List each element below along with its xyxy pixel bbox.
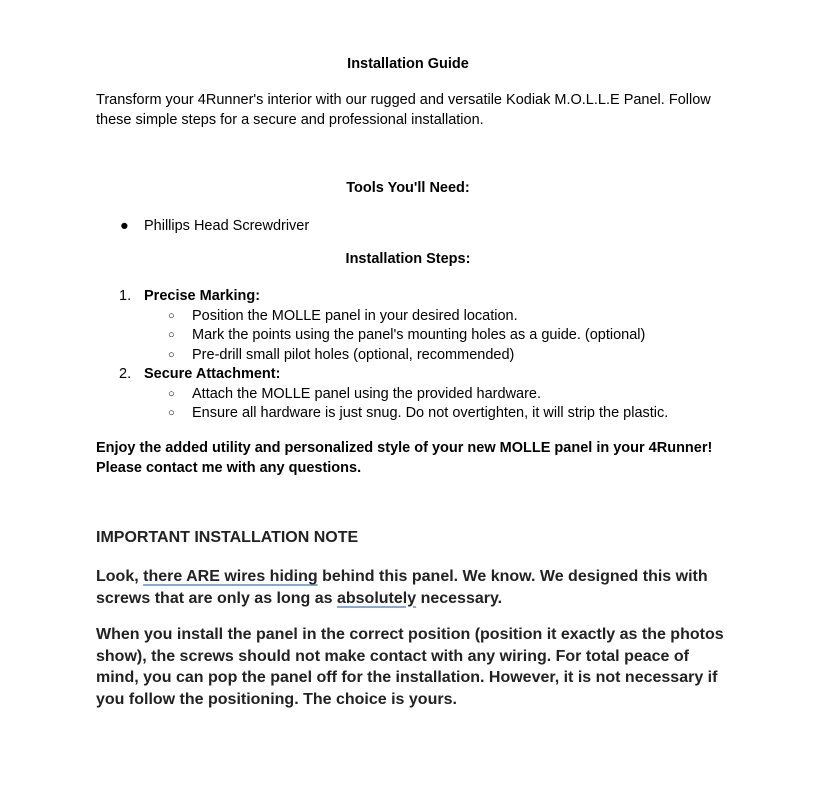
list-item <box>96 346 668 366</box>
note-heading: IMPORTANT INSTALLATION NOTE <box>96 529 359 546</box>
sub-step-text: Attach the MOLLE panel using the provided hardware. <box>192 385 542 402</box>
steps-heading: Installation Steps: <box>345 251 471 267</box>
bullet-icon: ● <box>120 218 129 234</box>
spellcheck-underline: absolutely <box>336 589 417 607</box>
step-number: 1. <box>119 288 132 304</box>
note-paragraph-2: When you install the panel in the correct position (position it exactly as the photos show), the screws should not make contact with any wiring. For total peace of mind, you can pop the panel off for the installation. However, it is not necessary if you follow the positioning. The choice is yours. <box>96 626 724 708</box>
circle-bullet-icon: ○ <box>168 387 175 400</box>
step-item <box>96 287 668 365</box>
intro-paragraph: Transform your 4Runner's interior with our rugged and versatile Kodiak M.O.L.L.E Panel. Follow these simple steps for a secure and professional installation. <box>96 92 711 128</box>
list-item <box>96 404 668 424</box>
step-title: Precise Marking: <box>144 288 261 304</box>
step-title: Secure Attachment: <box>144 366 281 382</box>
sub-step-text: Position the MOLLE panel in your desired location. <box>192 307 518 324</box>
spellcheck-underline: there ARE wires hiding <box>143 568 318 585</box>
steps-list <box>96 287 668 424</box>
sub-step-text: Mark the points using the panel's mounting holes as a guide. (optional) <box>192 327 646 343</box>
circle-bullet-icon: ○ <box>168 329 175 341</box>
closing-paragraph: Enjoy the added utility and personalized style of your new MOLLE panel in your 4Runner! Please contact me with any questions. <box>96 440 713 476</box>
page-title: Installation Guide <box>347 56 469 72</box>
note-paragraph-1 <box>96 566 736 609</box>
circle-bullet-icon: ○ <box>168 407 175 419</box>
note-text: behind this panel. We know. We designed this with screws that are only as long as <box>96 568 708 607</box>
sub-step-text: Ensure all hardware is just snug. Do not overtighten, it will strip the plastic. <box>192 405 669 421</box>
list-item <box>96 307 668 327</box>
sub-list <box>96 385 668 424</box>
list-item <box>96 385 668 405</box>
list-item <box>96 326 668 346</box>
note-text: necessary. <box>416 589 503 607</box>
step-number: 2. <box>119 366 132 382</box>
tools-list <box>96 216 309 236</box>
tools-heading: Tools You'll Need: <box>346 180 470 196</box>
sub-step-text: Pre-drill small pilot holes (optional, recommended) <box>192 346 515 363</box>
note-text: Look, <box>96 568 144 585</box>
step-item <box>96 365 668 424</box>
circle-bullet-icon: ○ <box>168 348 175 361</box>
list-item <box>96 216 309 236</box>
tool-label: Phillips Head Screwdriver <box>144 218 310 234</box>
circle-bullet-icon: ○ <box>168 309 175 322</box>
sub-list <box>96 307 668 366</box>
